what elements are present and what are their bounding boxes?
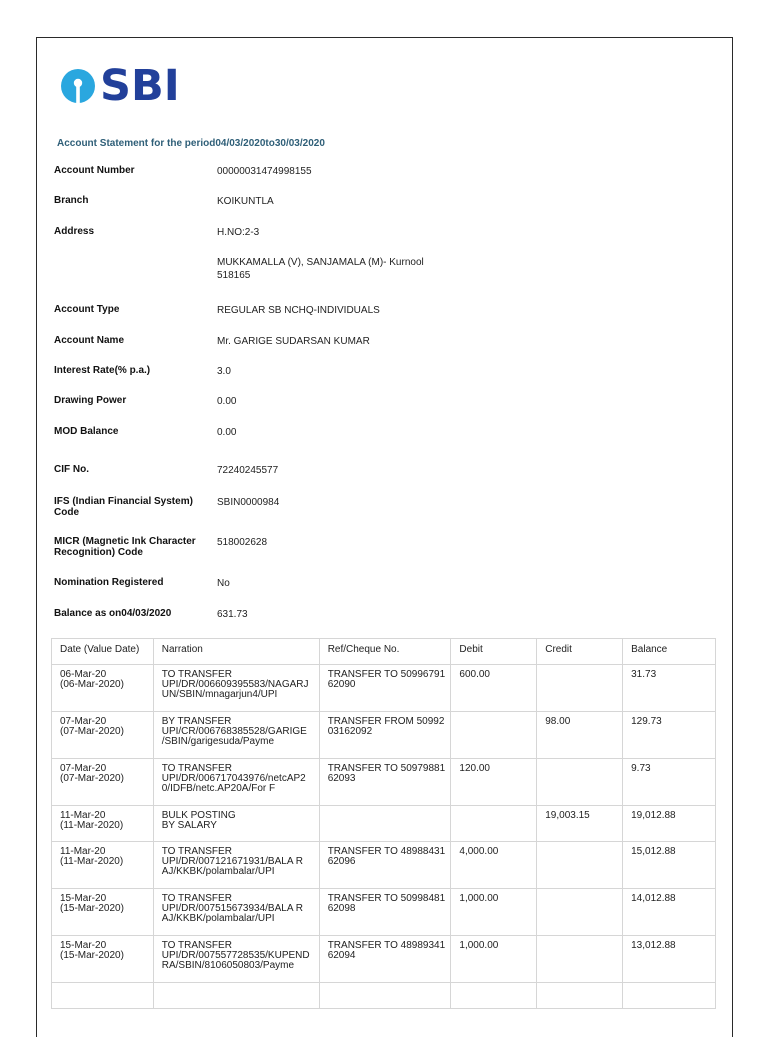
info-label: MICR (Magnetic Ink Character Recognition) Code	[54, 536, 196, 558]
cell-debit	[451, 712, 537, 759]
cell-date: 11-Mar-20 (11-Mar-2020)	[52, 806, 154, 842]
cell-narration: BULK POSTING BY SALARY	[153, 806, 319, 842]
sbi-logo	[60, 61, 180, 111]
cell-credit: 19,003.15	[537, 806, 623, 842]
cell-credit	[537, 889, 623, 936]
cell-credit	[537, 842, 623, 889]
info-label: Balance as on04/03/2020	[54, 608, 172, 619]
info-label: Account Number	[54, 165, 135, 176]
cell-credit	[537, 665, 623, 712]
info-value: 72240245577	[217, 465, 279, 476]
table-header-row	[52, 639, 716, 665]
info-value: KOIKUNTLA	[217, 196, 274, 207]
sbi-keyhole-icon	[60, 68, 96, 104]
cell-date: 07-Mar-20 (07-Mar-2020)	[52, 759, 154, 806]
table-row	[52, 936, 716, 983]
info-value: 0.00	[217, 396, 237, 407]
table-row	[52, 806, 716, 842]
cell-credit: 98.00	[537, 712, 623, 759]
info-label: Address	[54, 226, 95, 237]
cell-ref: TRANSFER TO 50979881 62093	[319, 759, 451, 806]
table-row-empty	[52, 983, 716, 1009]
info-label: Account Type	[54, 304, 120, 315]
cell-date: 06-Mar-20 (06-Mar-2020)	[52, 665, 154, 712]
info-value: 00000031474998155	[217, 166, 312, 177]
cell-balance: 14,012.88	[623, 889, 716, 936]
cell-credit	[537, 936, 623, 983]
table-row	[52, 665, 716, 712]
cell-ref: TRANSFER TO 50996791 62090	[319, 665, 451, 712]
cell-balance: 15,012.88	[623, 842, 716, 889]
cell-date: 15-Mar-20 (15-Mar-2020)	[52, 936, 154, 983]
cell-debit: 120.00	[451, 759, 537, 806]
info-value: 631.73	[217, 609, 248, 620]
cell-balance: 129.73	[623, 712, 716, 759]
table-row	[52, 842, 716, 889]
empty-cell	[451, 983, 537, 1009]
info-value: SBIN0000984	[217, 497, 280, 508]
cell-debit: 600.00	[451, 665, 537, 712]
info-value: REGULAR SB NCHQ-INDIVIDUALS	[217, 305, 380, 316]
info-value: 3.0	[217, 366, 231, 377]
info-label: MOD Balance	[54, 426, 119, 437]
table-row	[52, 712, 716, 759]
cell-narration: TO TRANSFER UPI/DR/007121671931/BALA R AJ/KKBK/polambalar/UPI	[153, 842, 319, 889]
column-header-narration: Narration	[153, 639, 319, 665]
cell-balance: 9.73	[623, 759, 716, 806]
brand-name: SBI	[100, 61, 180, 111]
info-label: IFS (Indian Financial System) Code	[54, 496, 193, 518]
cell-balance: 19,012.88	[623, 806, 716, 842]
transactions-table	[51, 638, 716, 1009]
info-value: 0.00	[217, 427, 237, 438]
column-header-balance: Balance	[623, 639, 716, 665]
table-row	[52, 759, 716, 806]
cell-debit	[451, 806, 537, 842]
info-value: 518002628	[217, 537, 268, 548]
info-value: H.NO:2-3	[217, 227, 260, 238]
column-header-debit: Debit	[451, 639, 537, 665]
cell-balance: 13,012.88	[623, 936, 716, 983]
cell-narration: BY TRANSFER UPI/CR/006768385528/GARIGE /SBIN/garigesuda/Payme	[153, 712, 319, 759]
empty-cell	[537, 983, 623, 1009]
cell-ref	[319, 806, 451, 842]
cell-debit: 1,000.00	[451, 889, 537, 936]
cell-debit: 4,000.00	[451, 842, 537, 889]
info-value: No	[217, 578, 230, 589]
info-label: CIF No.	[54, 464, 89, 475]
cell-debit: 1,000.00	[451, 936, 537, 983]
info-value: MUKKAMALLA (V), SANJAMALA (M)- Kurnool 518165	[217, 257, 424, 281]
cell-credit	[537, 759, 623, 806]
empty-cell	[319, 983, 451, 1009]
cell-ref: TRANSFER FROM 50992 03162092	[319, 712, 451, 759]
cell-date: 07-Mar-20 (07-Mar-2020)	[52, 712, 154, 759]
empty-cell	[623, 983, 716, 1009]
column-header-credit: Credit	[537, 639, 623, 665]
empty-cell	[153, 983, 319, 1009]
cell-narration: TO TRANSFER UPI/DR/007515673934/BALA R AJ/KKBK/polambalar/UPI	[153, 889, 319, 936]
table-row	[52, 889, 716, 936]
statement-period-title: Account Statement for the period04/03/2020to30/03/2020	[57, 138, 325, 149]
cell-date: 11-Mar-20 (11-Mar-2020)	[52, 842, 154, 889]
cell-narration: TO TRANSFER UPI/DR/006717043976/netcAP2 0/IDFB/netc.AP20A/For F	[153, 759, 319, 806]
cell-narration: TO TRANSFER UPI/DR/006609395583/NAGARJ UN/SBIN/mnagarjun4/UPI	[153, 665, 319, 712]
cell-balance: 31.73	[623, 665, 716, 712]
column-header-ref: Ref/Cheque No.	[319, 639, 451, 665]
info-label: Branch	[54, 195, 89, 206]
cell-narration: TO TRANSFER UPI/DR/007557728535/KUPEND RA/SBIN/8106050803/Payme	[153, 936, 319, 983]
info-label: Nomination Registered	[54, 577, 164, 588]
info-label: Account Name	[54, 335, 125, 346]
empty-cell	[52, 983, 154, 1009]
cell-date: 15-Mar-20 (15-Mar-2020)	[52, 889, 154, 936]
cell-ref: TRANSFER TO 48988431 62096	[319, 842, 451, 889]
cell-ref: TRANSFER TO 48989341 62094	[319, 936, 451, 983]
info-value: Mr. GARIGE SUDARSAN KUMAR	[217, 336, 370, 347]
info-label: Interest Rate(% p.a.)	[54, 365, 151, 376]
cell-ref: TRANSFER TO 50998481 62098	[319, 889, 451, 936]
info-label: Drawing Power	[54, 395, 127, 406]
column-header-date: Date (Value Date)	[52, 639, 154, 665]
